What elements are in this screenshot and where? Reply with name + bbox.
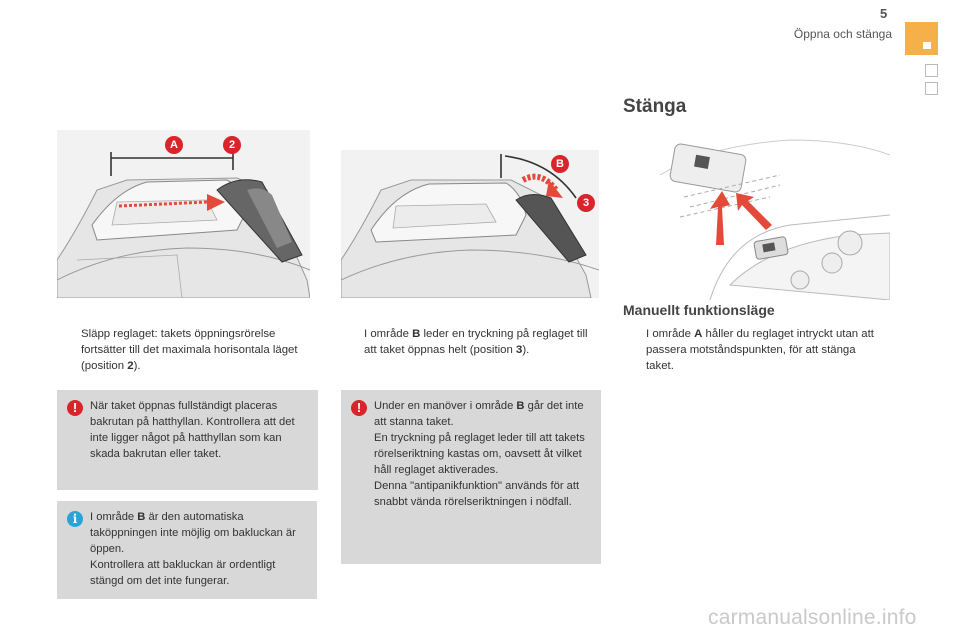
warning-icon: ! (67, 400, 83, 416)
roof-full-open-illustration (341, 150, 599, 298)
info-text: I område B är den automatiska taköppningen inte möjlig om bakluckan är öppen. Kontrollera att bakluckan är ordentligt stängd om det inte fungerar. (90, 511, 296, 587)
warning-icon: ! (351, 400, 367, 416)
warning-text: När taket öppnas fullständigt placeras bakrutan på hatthyllan. Kontrollera att det inte ligger något på hatthyllan som kan skada bakrutan eller taket. (90, 400, 295, 460)
warning-antipanic-text: Under en manöver i område B går det inte att stanna taket. En tryckning på reglaget leder till att takets rörelseriktning kastas om, oavsett åt vilket håll reglaget aktiverades. Denna "antipanikfunktion" används för att snabbt vända rörelseriktningen i nödfall. (374, 400, 585, 508)
watermark: carmanualsonline.info (708, 606, 917, 629)
page-number: 5 (880, 6, 888, 21)
roof-opening-illustration (57, 130, 310, 298)
bullet-text: I område A håller du reglaget intryckt utan att passera motståndspunkten, för att stänga taket. (646, 328, 874, 372)
bullet-text: Släpp reglaget: takets öppningsrörelse fortsätter till det maximala horisontala läget (position 2). (81, 328, 298, 372)
roof-switch-illustration (650, 135, 890, 300)
label-b-badge: B (551, 155, 569, 173)
label-2-badge: 2 (223, 136, 241, 154)
info-icon: i (67, 511, 83, 527)
chapter-tab (925, 64, 938, 77)
bullet-release-switch (59, 326, 324, 386)
chapter-tab (925, 82, 938, 95)
label-a-badge: A (165, 136, 183, 154)
warning-box-antipanic (341, 390, 601, 564)
bullet-area-b (342, 326, 602, 366)
heading-stanga: Stänga (623, 96, 687, 117)
label-3-badge: 3 (577, 194, 595, 212)
section-title: Öppna och stänga (793, 27, 892, 41)
info-box (57, 501, 317, 599)
warning-box (57, 390, 318, 490)
bullet-text: I område B leder en tryckning på reglaget till att taket öppnas helt (position 3). (364, 328, 588, 356)
chapter-tab-active (905, 22, 938, 55)
bullet-area-a (624, 326, 889, 386)
heading-manual-mode: Manuellt funktionsläge (623, 302, 775, 318)
